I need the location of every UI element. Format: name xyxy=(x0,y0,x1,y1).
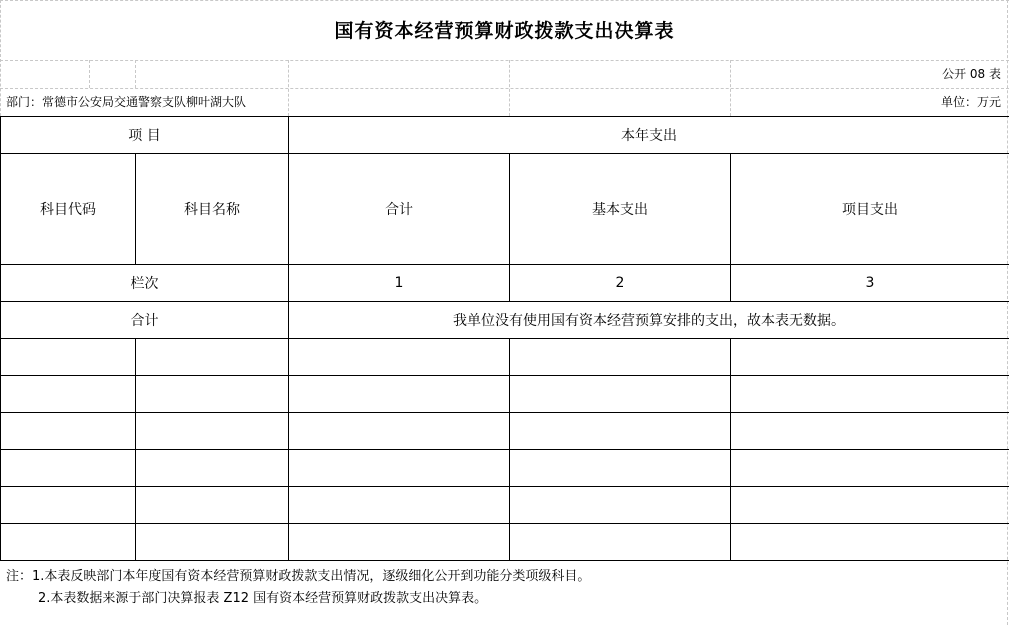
table-cell xyxy=(1,339,136,376)
table-cell xyxy=(289,487,510,524)
note-line-2 xyxy=(6,588,590,610)
project-header: 项 目 xyxy=(1,117,289,154)
table-cell xyxy=(510,339,731,376)
total-header: 合计 xyxy=(289,154,510,265)
table-cell xyxy=(731,524,1009,561)
table-row xyxy=(1,413,1009,450)
form-code: 公开 08 表 xyxy=(942,67,1001,81)
note-prefix: 注： xyxy=(6,569,33,584)
basic-header: 基本支出 xyxy=(510,154,731,265)
table-cell xyxy=(1,487,136,524)
item-header: 项目支出 xyxy=(731,154,1009,265)
grid-line xyxy=(288,60,289,116)
header-row-2 xyxy=(1,154,1009,265)
column-number-label: 栏次 xyxy=(1,265,289,302)
notes xyxy=(6,566,590,610)
grid-line xyxy=(0,60,1009,61)
column-number-3: 3 xyxy=(731,265,1009,302)
table-cell xyxy=(731,487,1009,524)
note-line-1 xyxy=(6,566,590,588)
grid-line xyxy=(730,60,731,116)
table-cell xyxy=(1,376,136,413)
current-year-header: 本年支出 xyxy=(289,117,1009,154)
table-cell xyxy=(731,376,1009,413)
table-cell xyxy=(136,524,289,561)
table-row xyxy=(1,450,1009,487)
total-row xyxy=(1,302,1009,339)
table-row xyxy=(1,487,1009,524)
table-cell xyxy=(289,413,510,450)
budget-table xyxy=(0,116,1009,561)
note-text-1: 1.本表反映部门本年度国有资本经营预算财政拨款支出情况，逐级细化公开到功能分类项级科目。 xyxy=(32,569,591,584)
unit-label: 单位：万元 xyxy=(940,95,1001,109)
header-row-1 xyxy=(1,117,1009,154)
table-row xyxy=(1,339,1009,376)
table-cell xyxy=(731,339,1009,376)
table-cell xyxy=(731,413,1009,450)
department-label: 部门：常德市公安局交通警察支队柳叶湖大队 xyxy=(6,95,247,109)
total-row-label: 合计 xyxy=(1,302,289,339)
table-cell xyxy=(289,376,510,413)
table-cell xyxy=(510,413,731,450)
table-cell xyxy=(510,487,731,524)
table-row xyxy=(1,524,1009,561)
table-cell xyxy=(510,450,731,487)
table-cell xyxy=(510,524,731,561)
table-cell xyxy=(289,450,510,487)
no-data-message: 我单位没有使用国有资本经营预算安排的支出，故本表无数据。 xyxy=(289,302,1009,339)
table-cell xyxy=(1,450,136,487)
page-title: 国有资本经营预算财政拨款支出决算表 xyxy=(334,19,675,42)
table-cell xyxy=(136,339,289,376)
grid-line xyxy=(89,60,90,88)
table-cell xyxy=(136,450,289,487)
table-row xyxy=(1,376,1009,413)
grid-line xyxy=(509,60,510,116)
table-cell xyxy=(1,524,136,561)
table-cell xyxy=(136,413,289,450)
column-number-2: 2 xyxy=(510,265,731,302)
table-cell xyxy=(136,487,289,524)
table-cell xyxy=(136,376,289,413)
table-cell xyxy=(289,339,510,376)
table-cell xyxy=(510,376,731,413)
note-text-2: 2.本表数据来源于部门决算报表 Z12 国有资本经营预算财政拨款支出决算表。 xyxy=(38,591,488,606)
table-cell xyxy=(731,450,1009,487)
grid-line xyxy=(135,60,136,88)
code-header: 科目代码 xyxy=(1,154,136,265)
column-number-row xyxy=(1,265,1009,302)
table-cell xyxy=(1,413,136,450)
column-number-1: 1 xyxy=(289,265,510,302)
table-cell xyxy=(289,524,510,561)
name-header: 科目名称 xyxy=(136,154,289,265)
